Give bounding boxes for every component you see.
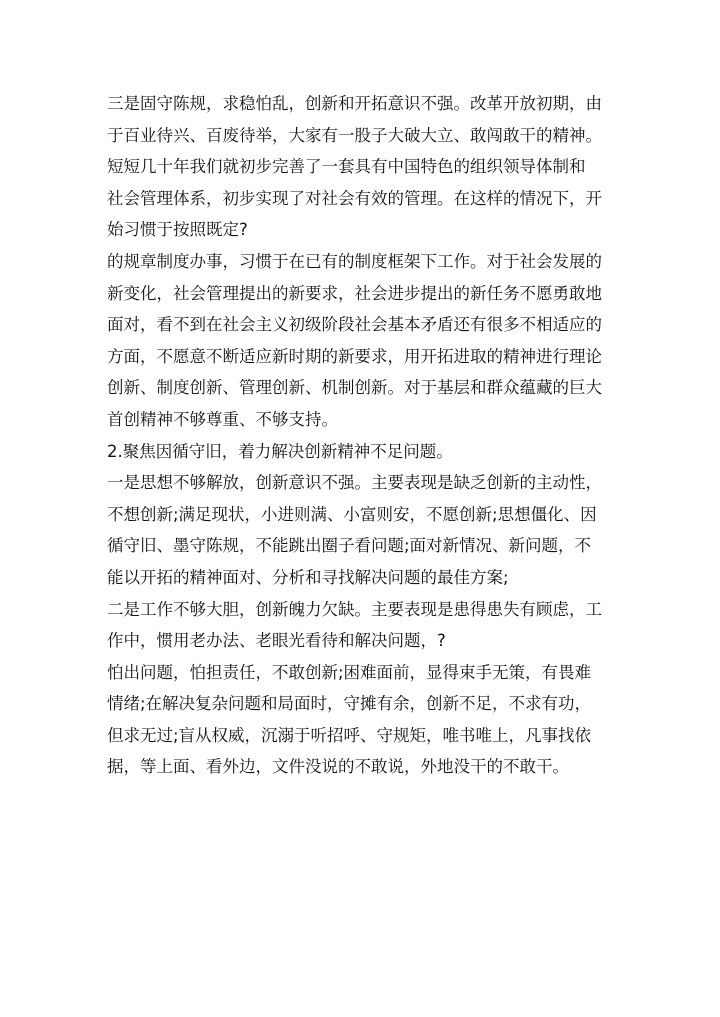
text-line: 面对，看不到在社会主义初级阶段社会基本矛盾还有很多不相适应的 xyxy=(107,315,602,335)
text-line: 首创精神不够尊重、不够支持。 xyxy=(107,409,338,429)
text-line: 始习惯于按照既定? xyxy=(107,220,248,240)
text-line: 但求无过;盲从权威，沉溺于听招呼、守规矩，唯书唯上，凡事找依 xyxy=(107,725,592,745)
text-line: 短短几十年我们就初步完善了一套具有中国特色的组织领导体制和 xyxy=(107,157,586,177)
text-line: 三是固守陈规，求稳怕乱，创新和开拓意识不强。改革开放初期，由 xyxy=(107,94,602,113)
text-line: 不想创新;满足现状，小进则满、小富则安，不愿创新;思想僵化、因 xyxy=(107,504,597,524)
text-line: 新变化，社会管理提出的新要求，社会进步提出的新任务不愿勇敢地 xyxy=(107,283,602,303)
text-line: 创新、制度创新、管理创新、机制创新。对于基层和群众蕴藏的巨大 xyxy=(107,378,602,398)
text-line: 二是工作不够大胆，创新魄力欠缺。主要表现是患得患失有顾虑，工 xyxy=(107,599,602,619)
text-line: 怕出问题，怕担责任，不敢创新;困难面前，显得束手无策，有畏难 xyxy=(107,662,592,682)
text-line: 能以开拓的精神面对、分析和寻找解决问题的最佳方案; xyxy=(107,567,509,587)
text-line: 循守旧、墨守陈规，不能跳出圈子看问题;面对新情况、新问题，不 xyxy=(107,536,592,556)
text-line: 社会管理体系，初步实现了对社会有效的管理。在这样的情况下，开 xyxy=(107,188,602,208)
text-line: 情绪;在解决复杂问题和局面时，守摊有余，创新不足，不求有功， xyxy=(107,694,592,714)
section-heading: 2.聚焦因循守旧，着力解决创新精神不足问题。 xyxy=(107,441,453,461)
document-body xyxy=(107,88,627,783)
text-line: 作中，惯用老办法、老眼光看待和解决问题，? xyxy=(107,631,446,651)
text-line: 一是思想不够解放，创新意识不强。主要表现是缺乏创新的主动性， xyxy=(107,473,602,493)
text-line: 的规章制度办事，习惯于在已有的制度框架下工作。对于社会发展的 xyxy=(107,251,602,271)
text-line: 方面，不愿意不断适应新时期的新要求，用开拓进取的精神进行理论 xyxy=(107,346,602,366)
text-line: 据，等上面、看外边，文件没说的不敢说，外地没干的不敢干。 xyxy=(107,757,569,777)
text-line: 于百业待兴、百废待举，大家有一股子大破大立、敢闯敢干的精神。 xyxy=(107,125,602,145)
